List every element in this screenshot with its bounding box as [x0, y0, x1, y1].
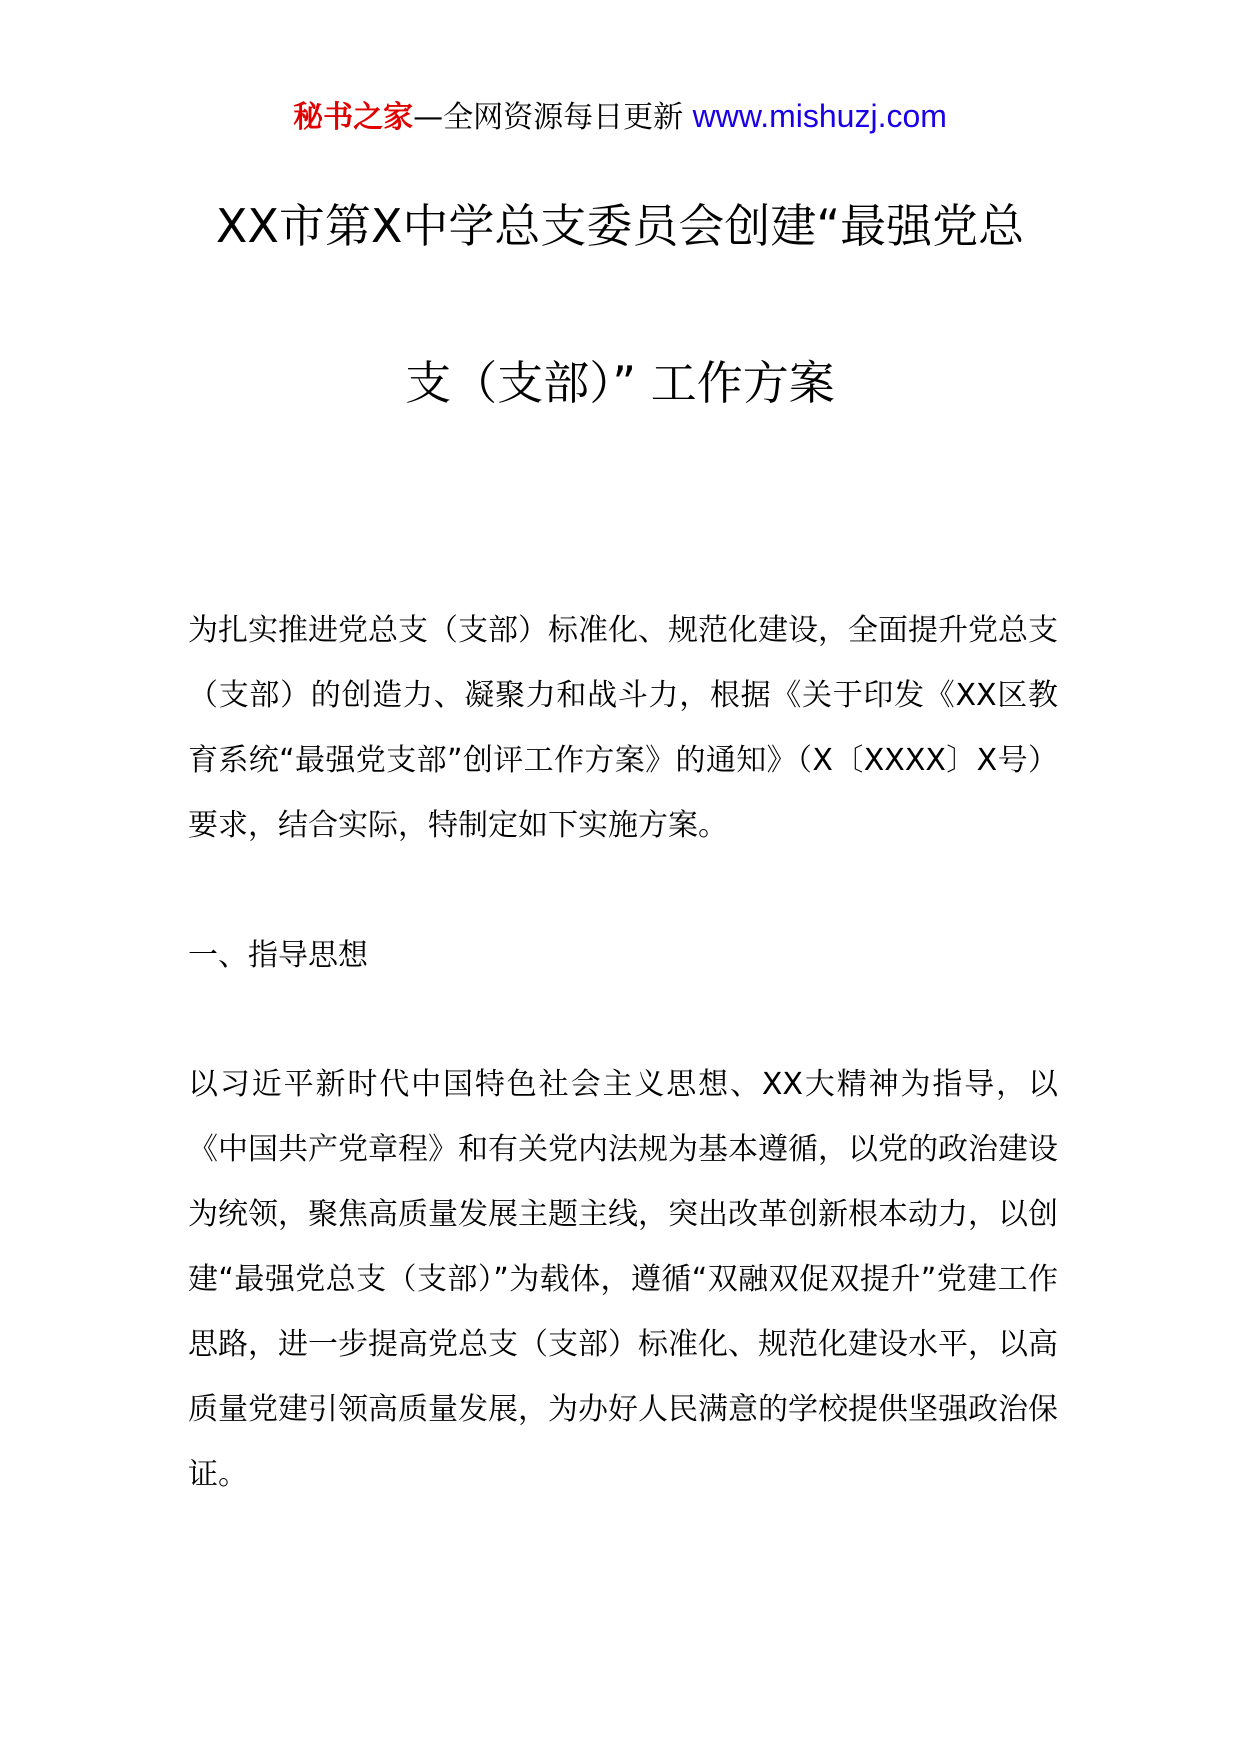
document-title-line-2: 支（支部）” 工作方案 — [405, 356, 835, 410]
section-heading-guiding-thought: 一、指导思想 — [188, 938, 368, 973]
intro-paragraph: 为扎实推进党总支（支部）标准化、规范化建设，全面提升党总支（支部）的创造力、凝聚力和战斗力，根据《关于印发《XX区教育系统“最强党支部”创评工作方案》的通知》（X〔XXXX〕X号）要求，结合实际，特制定如下实施方案。 — [188, 613, 1058, 843]
header-tagline: —全网资源每日更新 — [413, 100, 684, 135]
document-title-line-1: XX市第X中学总支委员会创建“最强党总 — [215, 199, 1025, 253]
website-link[interactable]: www.mishuzj.com — [692, 98, 947, 134]
guiding-thought-paragraph: 以习近平新时代中国特色社会主义思想、XX大精神为指导，以《中国共产党章程》和有关党内法规为基本遵循，以党的政治建设为统领，聚焦高质量发展主题主线，突出改革创新根本动力，以创建“最强党总支（支部）”为载体，遵循“双融双促双提升”党建工作思路，进一步提高党总支（支部）标准化、规范化建设水平，以高质量党建引领高质量发展，为办好人民满意的学校提供坚强政治保证。 — [188, 1067, 1058, 1492]
site-header — [0, 96, 1240, 138]
brand-name: 秘书之家 — [293, 100, 414, 135]
